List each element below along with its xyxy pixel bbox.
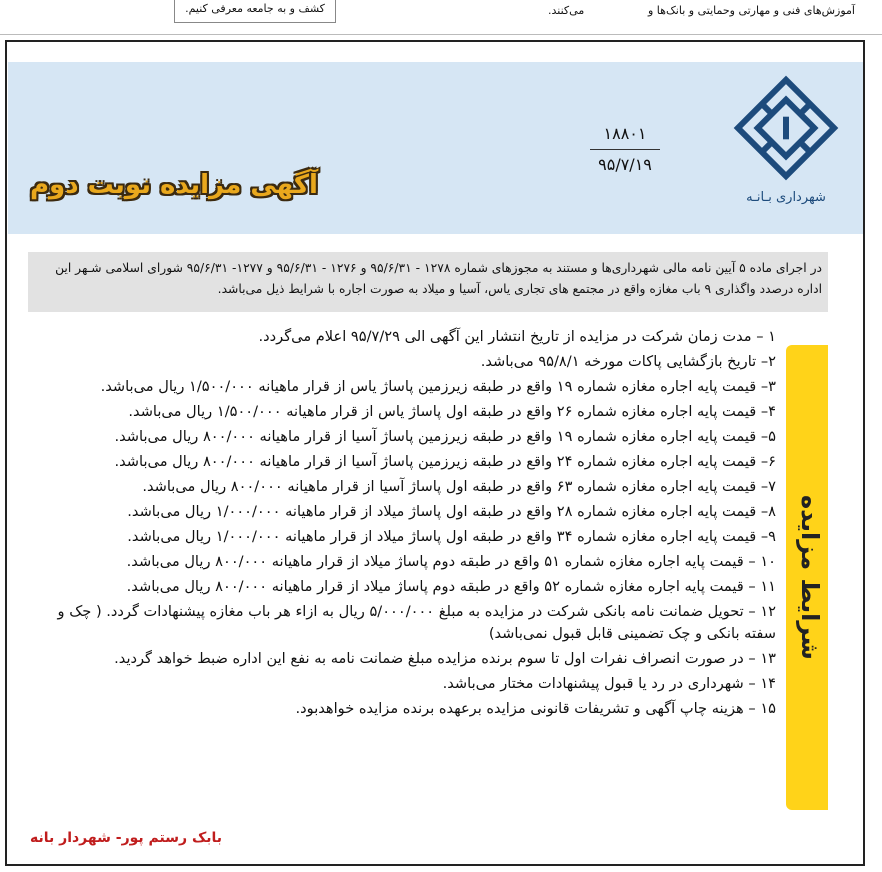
reference-block — [584, 122, 666, 186]
ad-title: آگهی مزایده نوبت دوم — [30, 170, 318, 200]
intro-paragraph: در اجرای ماده ۵ آیین نامه مالی شهرداری‌ها و مستند به مجوزهای شماره ۱۲۷۸ - ۹۵/۶/۳۱ و ۱۲۷۶ - ۹۵/۶/۳۱ و ۱۲۷۷- ۹۵/۶/۳۱ شورای اسلامی شـهر این اداره درصدد واگذاری ۹ باب مغازه واقع در مجتمع های تجاری یاس، آسیا و میلاد به صورت اجاره با شرایط ذیل می‌باشد. — [55, 261, 822, 296]
condition-item: ۱۰ – قیمت پایه اجاره مغازه شماره ۵۱ واقع در طبقه دوم پاساژ میلاد از قرار ماهیانه ۸۰۰/۰۰۰ ریال می‌باشد. — [126, 553, 776, 570]
conditions-side-label: شرایط مزایده — [796, 495, 824, 660]
condition-item: ۴– قیمت پایه اجاره مغازه شماره ۲۶ واقع در طبقه اول پاساژ یاس از قرار ماهیانه ۱/۵۰۰/۰۰۰ ریال می‌باشد. — [128, 403, 776, 420]
logo-caption: شهرداری بـانـه — [746, 190, 826, 205]
logo-emblem-icon — [722, 72, 850, 188]
top-snippet-middle: می‌کنند. — [548, 4, 585, 17]
condition-item: ۲– تاریخ بازگشایی پاکات مورخه ۹۵/۸/۱ می‌باشد. — [480, 353, 776, 370]
condition-item: ۶– قیمت پایه اجاره مغازه شماره ۲۴ واقع در طبقه زیرزمین پاساژ آسیا از قرار ماهیانه ۸۰۰/۰۰۰ ریال می‌باشد. — [114, 453, 776, 470]
condition-item: ۱۴ – شهرداری در رد یا قبول پیشنهادات مختار می‌باشد. — [442, 675, 776, 692]
top-snippet-box: کشف و به جامعه معرفی کنیم. — [174, 0, 336, 23]
municipality-logo — [722, 72, 850, 212]
condition-item: ۷– قیمت پایه اجاره مغازه شماره ۶۳ واقع در طبقه اول پاساژ آسیا از قرار ماهیانه ۸۰۰/۰۰۰ ریال می‌باشد. — [142, 478, 776, 495]
reference-divider — [590, 149, 660, 150]
conditions-list — [28, 326, 776, 723]
mayor-signature: بابک رستم پور- شهردار بانه — [30, 830, 223, 846]
top-snippet-right: آموزش‌های فنی و مهارتی وحمایتی و بانک‌ها و — [648, 4, 855, 17]
reference-number: ۱۸۸۰۱ — [603, 124, 647, 143]
condition-item: ۱۳ – در صورت انصراف نفرات اول تا سوم برنده مزایده مبلغ ضمانت نامه به نفع این اداره ضبط خواهد گردید. — [114, 650, 776, 667]
top-strip — [0, 0, 882, 35]
condition-item: ۱۲ – تحویل ضمانت نامه بانکی شرکت در مزایده به مبلغ ۵/۰۰۰/۰۰۰ ریال به ازاء هر باب مغازه پیشنهادات گردد. ( چک و سفته بانکی و چک تضمینی قابل قبول نمی‌باشد) — [57, 603, 776, 642]
condition-item: ۸– قیمت پایه اجاره مغازه شماره ۲۸ واقع در طبقه اول پاساژ میلاد از قرار ماهیانه ۱/۰۰۰/۰۰۰ ریال می‌باشد. — [127, 503, 776, 520]
condition-item: ۳– قیمت پایه اجاره مغازه شماره ۱۹ واقع در طبقه زیرزمین پاساژ یاس از قرار ماهیانه ۱/۵۰۰/۰۰۰ ریال می‌باشد. — [100, 378, 776, 395]
condition-item: ۹– قیمت پایه اجاره مغازه شماره ۳۴ واقع در طبقه اول پاساژ میلاد از قرار ماهیانه ۱/۰۰۰/۰۰۰ ریال می‌باشد. — [127, 528, 776, 545]
reference-date: ۹۵/۷/۱۹ — [598, 155, 652, 174]
condition-item: ۱۱ – قیمت پایه اجاره مغازه شماره ۵۲ واقع در طبقه دوم پاساژ میلاد از قرار ماهیانه ۸۰۰/۰۰۰ ریال می‌باشد. — [126, 578, 776, 595]
condition-item: ۱۵ – هزینه چاپ آگهی و تشریفات قانونی مزایده برعهده برنده مزایده خواهدبود. — [295, 700, 776, 717]
condition-item: ۱ – مدت زمان شرکت در مزایده از تاریخ انتشار این آگهی الی ۹۵/۷/۲۹ اعلام می‌گردد. — [258, 328, 776, 345]
condition-item: ۵– قیمت پایه اجاره مغازه شماره ۱۹ واقع در طبقه زیرزمین پاساژ آسیا از قرار ماهیانه ۸۰۰/۰۰۰ ریال می‌باشد. — [114, 428, 776, 445]
